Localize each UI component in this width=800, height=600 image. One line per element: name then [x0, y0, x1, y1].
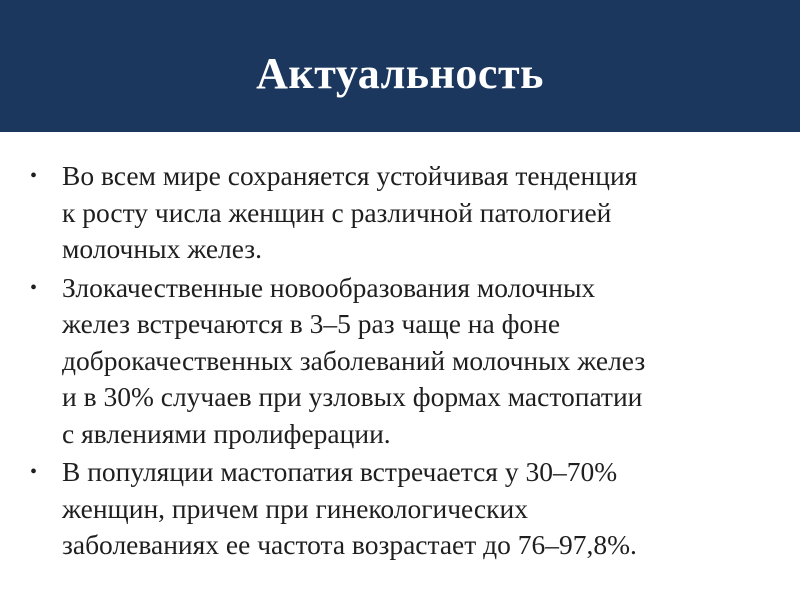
bullet-line: с явлениями пролиферации. — [62, 417, 391, 449]
bullet-line: В популяции мастопатия встречается у 30–70% — [62, 456, 618, 487]
bullet-list — [28, 158, 768, 566]
bullet-dot-icon: • — [30, 165, 38, 187]
bullet-item — [28, 270, 768, 453]
bullet-line: заболеваниях ее частота возрастает до 76–97,8%. — [62, 529, 637, 560]
bullet-line: и в 30% случаев при узловых формах мастопатии — [62, 381, 643, 412]
bullet-dot-icon: • — [30, 461, 38, 483]
bullet-item — [28, 454, 768, 564]
bullet-line: к росту числа женщин с различной патологией — [62, 196, 612, 228]
bullet-line: Во всем мире сохраняется устойчивая тенденция — [62, 160, 638, 191]
bullet-line: Злокачественные новообразования молочных — [62, 271, 596, 303]
bullet-line: молочных желез. — [62, 233, 263, 264]
slide-title: Актуальность — [256, 49, 544, 98]
bullet-dot-icon: • — [30, 276, 38, 299]
bullet-line: женщин, причем при гинекологических — [62, 492, 528, 524]
bullet-line: доброкачественных заболеваний молочных желез — [62, 344, 646, 376]
bullet-item — [28, 158, 768, 268]
bullet-line: желез встречаются в 3–5 раз чаще на фоне — [62, 308, 561, 339]
